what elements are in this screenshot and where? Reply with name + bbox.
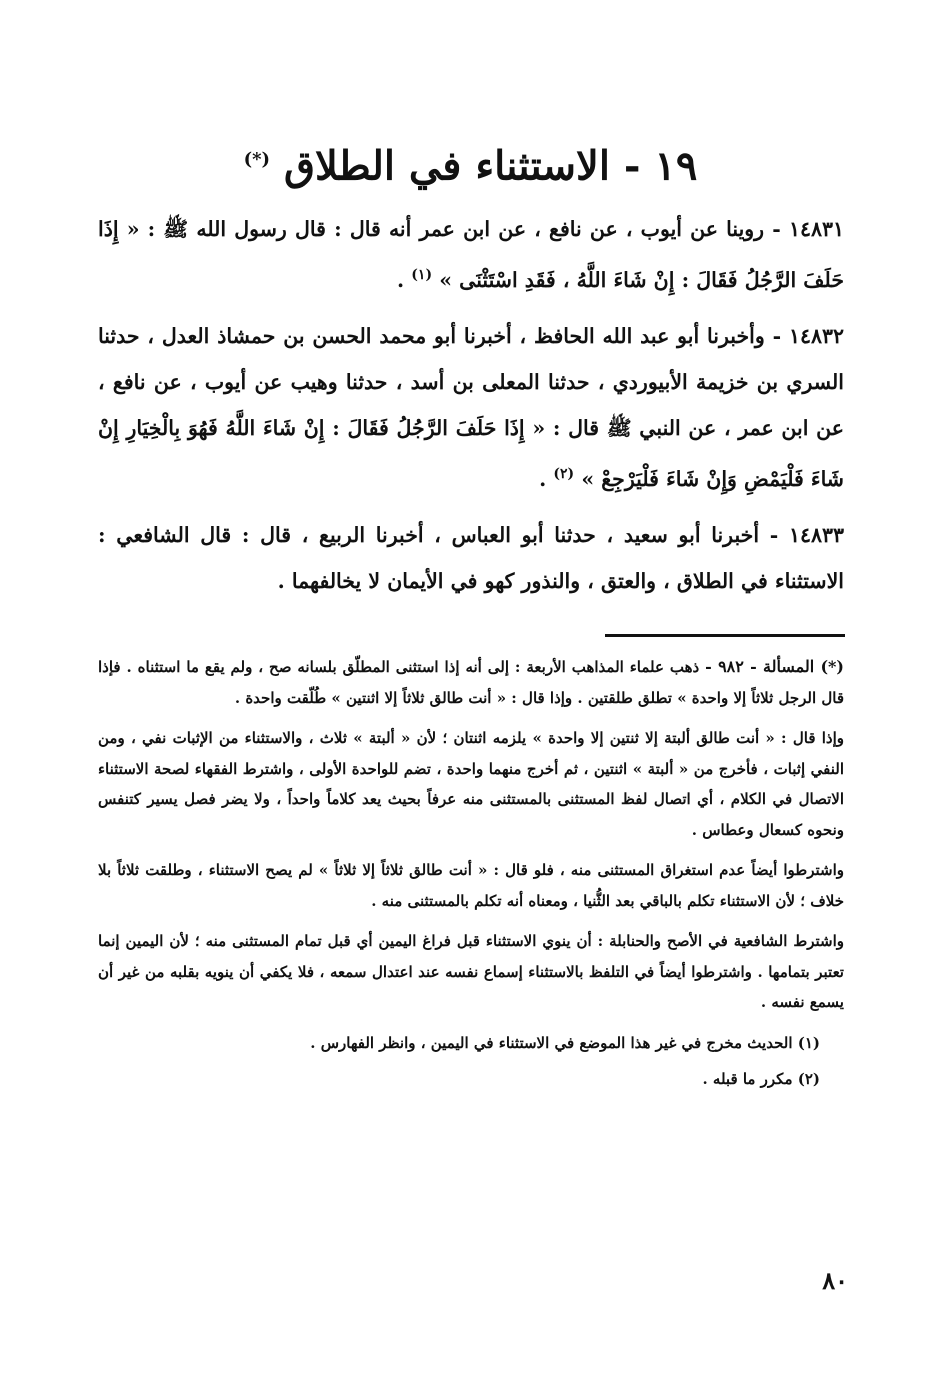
note-text: واشترط الشافعية في الأصح والحنابلة : أن ينوي الاستثناء قبل فراغ اليمين أي قبل تمام المستثنى منه ؛ لأن اليمين إنما تعتبر بتمامها . واشترطوا أيضاً في التلفظ بالاستثناء إسماع نفسه عند اعتدال سمعه ، فلا يكفي أن ينويه بقلبه من غير أن يسمع نفسه . [98, 932, 844, 1011]
paragraph-text: ١٤٨٣٣ - أخبرنا أبو سعيد ، حدثنا أبو العباس ، أخبرنا الربيع ، قال : قال الشافعي : الاستثناء في الطلاق ، والعتق ، والنذور كهو في الأيمان لا يخالفهما . [98, 522, 844, 593]
main-text [98, 206, 844, 614]
note-text: وإذا قال : « أنت طالق ألبتة إلا ثنتين إلا واحدة » يلزمه اثنتان ؛ لأن « ألبتة » ثلاث ، والاستثناء من الإثبات نفي ، ومن النفي إثبات ، فأخرج من « ألبتة » اثنتين ، ثم أخرج منهما واحدة ، تضم للواحدة الأولى ، واشترط الفقهاء لصحة الاستثناء الاتصال في الكلام ، أي اتصال لفظ المستثنى بالمستثنى منه عرفاً بحيث يعد كلاماً واحداً ، ولا يضر فصل يسير كتنفس ونحوه كسعال وعطاس . [98, 729, 844, 839]
paragraph-text: ١٤٨٣٢ - وأخبرنا أبو عبد الله الحافظ ، أخبرنا أبو محمد الحسن بن حمشاذ العدل ، حدثنا السري بن خزيمة الأبيوردي ، حدثنا المعلى بن أسد ، حدثنا وهيب عن أيوب ، عن نافع ، عن ابن عمر ، عن النبي ﷺ قال : « إِذَا حَلَفَ الرَّجُلُ فَقَالَ : إِنْ شَاءَ اللَّهُ فَهُوَ بِالْخِيَارِ إِنْ شَاءَ فَلْيَمْضِ وَإِنْ شَاءَ فَلْيَرْجِعْ » [98, 323, 844, 491]
chapter-title [100, 128, 841, 198]
footnote-1: (١) الحديث مخرج في غير هذا الموضع في الاستثناء في اليمين ، وانظر الفهارس . [310, 1033, 820, 1052]
paragraph-end: . [397, 267, 412, 292]
chapter-title-note-ref: (*) [243, 149, 271, 170]
commentary-note [98, 926, 844, 1018]
footnotes-section [98, 652, 844, 1100]
commentary-note [98, 652, 844, 713]
paragraph-end: . [539, 466, 554, 491]
footnote-2: (٢) مكرر ما قبله . [702, 1069, 820, 1088]
chapter-title-text: ١٩ - الاستثناء في الطلاق [283, 142, 698, 190]
footnote-ref: (٢) [553, 465, 575, 482]
footnote-ref: (١) [411, 267, 433, 283]
note-text: واشترطوا أيضاً عدم استغراق المستثنى منه ، فلو قال : « أنت طالق ثلاثاً إلا ثلاثاً » لم يصح الاستثناء ، وطلقت ثلاثاً بلا خلاف ؛ لأن الاستثناء تكلم بالباقي بعد الثُّنيا ، ومعناه أنه تكلم بالمستثنى منه . [98, 861, 844, 910]
hadith-paragraph [98, 206, 844, 303]
note-label: (*) المسألة - ٩٨٢ - [705, 657, 844, 676]
page-number: ٨٠ [822, 1266, 848, 1295]
hadith-paragraph [98, 512, 844, 604]
footnote-separator [605, 634, 845, 637]
paragraph-text: ١٤٨٣١ - روينا عن أيوب ، عن نافع ، عن ابن عمر أنه قال : قال رسول الله ﷺ : « إِذَا حَلَفَ الرَّجُلُ فَقَالَ : إِنْ شَاءَ اللَّهُ ، فَقَدِ اسْتَثْنَى » [98, 217, 844, 292]
hadith-paragraph [98, 313, 844, 502]
note-text: ذهب علماء المذاهب الأربعة : إلى أنه إذا استثنى المطلّق بلسانه صح ، ولم يقع ما استثناه . فإذا قال الرجل ثلاثاً إلا واحدة » تطلق طلقتين . وإذا قال : « أنت طالق ثلاثاً إلا اثنتين » طُلّقت واحدة . [98, 658, 844, 707]
commentary-note [98, 723, 844, 845]
commentary-note [98, 855, 844, 916]
